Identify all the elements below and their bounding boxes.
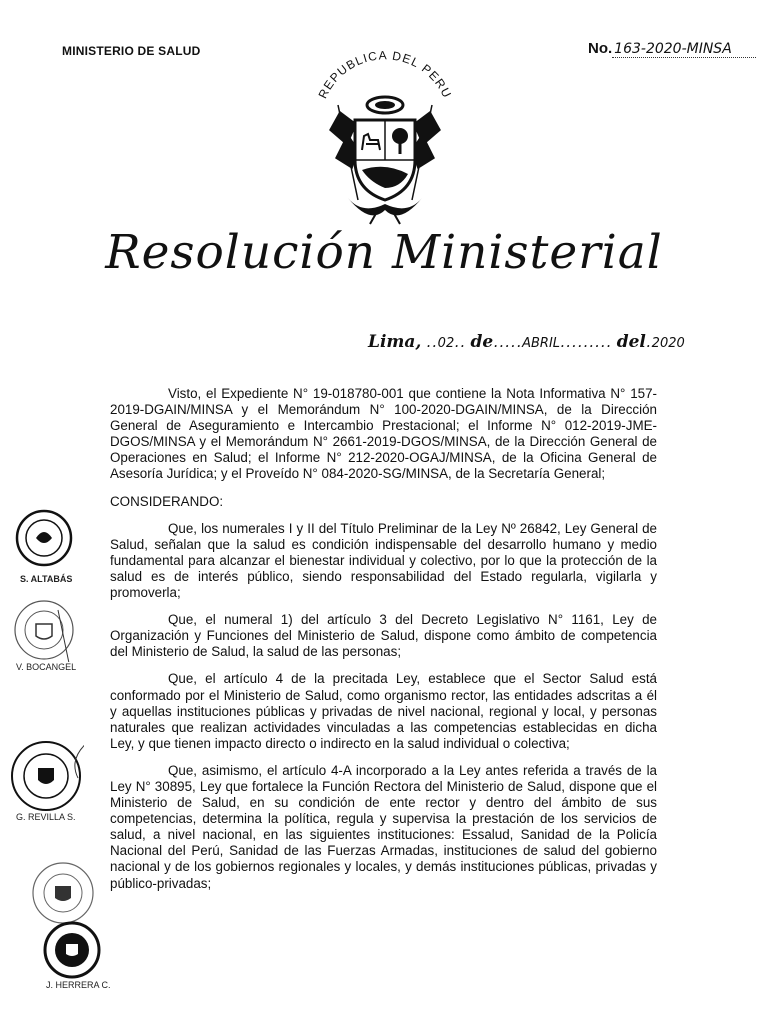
stamp-seal-icon xyxy=(8,738,84,814)
document-title: Resolución Ministerial xyxy=(105,225,663,280)
stamp-label-altabas: S. ALTABÁS xyxy=(20,574,73,584)
stamp-seal-icon xyxy=(14,508,74,568)
date-de-label: de xyxy=(470,332,494,352)
date-line: Lima, ..02.. de.....ABRIL......... del.2020 xyxy=(368,332,685,352)
paragraph-visto: Visto, el Expediente N° 19-018780-001 que contiene la Nota Informativa N° 157-2019-DGAIN/MINSA y el Memorándum N° 100-2020-DGAIN/MINSA, de la Dirección General de Aseguramiento e Intercambio Prestacional; el Informe N° 012-2019-JME-DGOS/MINSA y el Memorándum N° 2661-2019-DGOS/MINSA, de la Dirección General de Operaciones en Salud; el Informe N° 212-2020-OGAJ/MINSA, de la Oficina General de Asesoría Jurídica; y el Proveído N° 084-2020-SG/MINSA, de la Secretaría General; xyxy=(110,386,657,482)
document-number xyxy=(588,40,756,58)
paragraph-sector-salud: Que, el artículo 4 de la precitada Ley, establece que el Sector Salud está conformado por el Ministerio de Salud, como organismo rector, las entidades adscritas a él y aquellas instituciones públicas y privadas de nivel nacional, regional y local, y personas naturales que realizan actividades vinculadas a las competencias establecidas en dicha Ley, y que tienen impacto directo o indirecto en la salud individual o colectiva; xyxy=(110,671,657,751)
considerando-heading: CONSIDERANDO: xyxy=(110,493,224,509)
date-del-label: del xyxy=(616,332,646,352)
stamp-seal-icon xyxy=(32,920,112,980)
coat-of-arms-peru-icon xyxy=(300,50,470,230)
date-city: Lima, xyxy=(368,332,422,352)
svg-text:REPUBLICA DEL PERU xyxy=(316,50,455,101)
stamp-label-bocangel: V. BOCANGEL xyxy=(16,662,77,672)
paragraph-ley-30895: Que, asimismo, el artículo 4-A incorporado a la Ley antes referida a través de la Ley N° 30895, Ley que fortalece la Función Rectora del Ministerio de Salud, dispone que el Ministerio de Salud, en su condición de ente rector y dentro del ámbito de sus competencias, determina la política, regula y supervisa la prestación de los servicios de salud, a nivel nacional, en las siguientes instituciones: Essalud, Sanidad de la Policía Nacional del Perú, Sanidad de las Fuerzas Armadas, instituciones de salud del gobierno nacional y de los gobiernos regionales y locales, y demás instituciones públicas, privadas y público-privadas; xyxy=(110,762,657,891)
stamp-seal-icon xyxy=(28,860,98,926)
date-day: 02 xyxy=(437,336,455,351)
date-year: 2020 xyxy=(651,336,685,351)
document-number-value: 163-2020-MINSA xyxy=(612,41,756,58)
date-month: ABRIL xyxy=(522,336,561,351)
paragraph-decreto-1161: Que, el numeral 1) del artículo 3 del Decreto Legislativo N° 1161, Ley de Organización y Funciones del Ministerio de Salud, dispone como ámbito de competencia del Ministerio de Salud, la salud de las personas; xyxy=(110,612,657,660)
paragraph-ley-general-salud: Que, los numerales I y II del Título Preliminar de la Ley Nº 26842, Ley General de Salud, señalan que la salud es condición indispensable del desarrollo humano y medio fundamental para alcanzar el bienestar individual y colectivo, por lo que la protección de la salud es de interés público, siendo responsabilidad del Estado regularla, vigilarla y promoverla; xyxy=(110,520,657,601)
ministry-header: MINISTERIO DE SALUD xyxy=(62,44,201,58)
stamp-label-revilla: G. REVILLA S. xyxy=(16,812,76,822)
stamp-seal-icon xyxy=(12,598,76,662)
seal-arc-text: REPUBLICA DEL PERU xyxy=(315,50,455,101)
document-number-prefix: No. xyxy=(588,40,613,57)
document-body xyxy=(110,386,657,903)
stamp-label-herrera: J. HERRERA C. xyxy=(46,980,111,990)
